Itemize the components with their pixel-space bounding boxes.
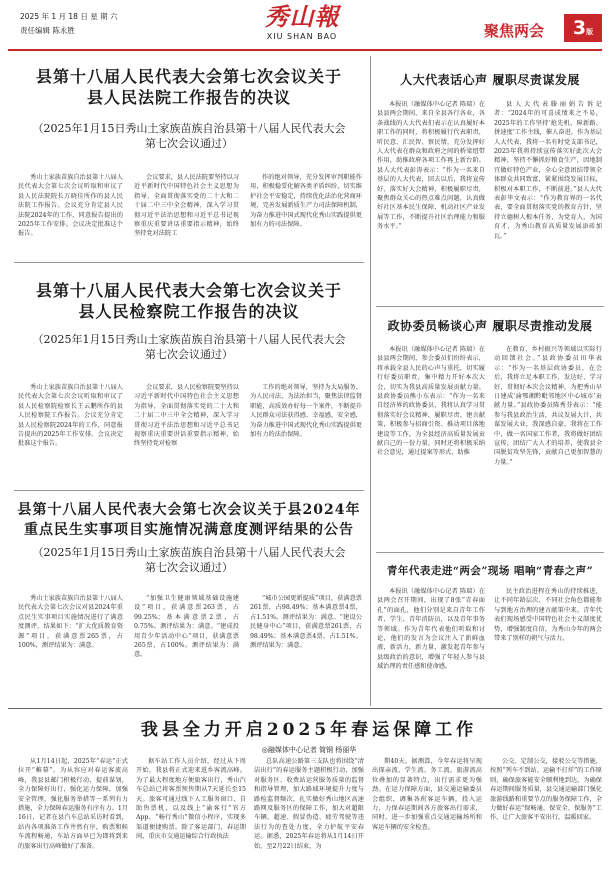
section-title: 聚焦两会 bbox=[484, 22, 545, 40]
header-rule bbox=[8, 49, 602, 51]
issue-date: 2025 年 1 月 18 日 星 期 六 bbox=[20, 12, 118, 21]
article4-col4: 期40天。据测算，今年春运将呈现出探亲流、学生流、务工流、旅游流高位叠加的显著特点，出行需求更为强劲。在运力保障方面，县交通运输委员会组织，调集各班客运车辆，投入运力，力保春运期间各方旅客出行需求，同时，进一步加强重点交通运输场所和客运车辆的安全检查。 bbox=[372, 758, 482, 831]
article2-title-line2: 县人民检察院工作报告的决议 bbox=[78, 302, 300, 321]
page-header bbox=[0, 0, 609, 52]
article4-byline: ◎融媒体中心记者 简钢 杨丽华 bbox=[261, 746, 357, 754]
article3-title-line1: 县第十八届人民代表大会第七次会议关于县2024年 bbox=[17, 502, 361, 518]
article2-subtitle-line1: （2025年1月15日秀山土家族苗族自治县第十八届人民代表大会 bbox=[32, 333, 346, 346]
article3-subtitle-line1: （2025年1月15日秀山土家族苗族自治县第十八届人民代表大会 bbox=[32, 546, 346, 559]
logo-pinyin: XIU SHAN BAO bbox=[266, 32, 338, 41]
article4-title: 我县全力开启2025年春运保障工作 bbox=[140, 720, 478, 740]
article-separator bbox=[376, 552, 604, 553]
article2-subtitle bbox=[14, 332, 364, 362]
article1-subtitle-line1: （2025年1月15日秀山土家族苗族自治县第十八届人民代表大会 bbox=[32, 122, 346, 135]
article3-subtitle bbox=[14, 545, 364, 575]
article1-subtitle-line2: 第七次会议通过） bbox=[145, 137, 233, 150]
article4-col3: 总队高速公路第三支队也将围绕“清洁出行”的春运服务主题积极行动，加强对服务区、收费站运营服务质量的监督和指导管理，加大路域环境提升力度与路检监督频次，扎实做好秀山地区高速路网及服务区的保障工作，加大对超限车辆、超速、假冒伪造、疲劳驾驶等违法行为的查处力度，全力护航平安春运。据悉，2025年春运将从1月14日开始，至2月22日结束，为 bbox=[254, 758, 364, 850]
logo-chinese: 秀山報 bbox=[264, 2, 340, 31]
article2-col1: 秀山土家族苗族自治县第十八届人民代表大会第七次会议听取和审议了县人民检察院检察长王云鹏所作的县人民检察院工作报告。会议充分肯定县人民检察院2024年的工作，同意报告提出的2025年工作安排。会议决定批准这个报告。 bbox=[18, 384, 123, 448]
page-number-badge bbox=[564, 14, 602, 42]
responsible-editor: 责任编辑 陈永胜 bbox=[20, 26, 75, 35]
right-article1-title: 人大代表话心声 履职尽责谋发展 bbox=[400, 73, 580, 87]
article1-title-line1: 县第十八届人民代表大会第七次会议关于 bbox=[35, 67, 342, 86]
article3-col2: “加强卫生健康领域基础设施建设”项目，获满意票263票，占99.25%；基本满意票2票，占0.75%。测评结果为：满意。“建成投用青少年活动中心”项目，获满意票265票，占100%。测评结果为：满意。 bbox=[134, 595, 239, 659]
article-separator bbox=[14, 262, 364, 263]
article1-title bbox=[14, 66, 364, 108]
article2-subtitle-line2: 第七次会议通过） bbox=[145, 348, 233, 361]
article4-col5: 公交、定制公交，接驳公交等措施，按照“列车不到站、运输不打烊”的工作原则，确保旅客能安全顺利地到达，为确保春运期间服务质量，县交通运输部门强化旅游线路和重要节点的服务保障工作，全力做好春运“保畅通、保安全、保服务”工作，让广大旅客平安出行，温暖回家。 bbox=[490, 758, 602, 822]
right-article1-col2: 县人大代表滕丽娟告诉记者：“2024年的可喜成绩来之不易，2025年的工作坚持‘抢先机、障新路、拼速度’工作主线，催人奋进。作为基层人大代表，我将一名有时党支部书记，2025年我将持续宣传落实好此次大会精神，坚持不懈抓好粮食生产，因地制宜做好特色产业，全心全意团结带领全体群众共同致富，紧紧围绕发展目标，积极对本职工作，不断前进。”县人大代表彭毕文表示：“作为教育界的一名代表，要全面贯彻落实党的教育方针，坚持立德树人根本任务，为党育人，为国育才，为秀山教育高质量发展添砖加瓦。” bbox=[494, 101, 602, 240]
article2-col2: 会议要求，县人民检察院要坚持以习近平新时代中国特色社会主义思想为指导，全面贯彻落实党的二十大和二十届二中三中全会精神，深入学习贯彻习近平法治思想和习近平总书记视察重庆重要讲话重要指示精神，始终坚持党对检察 bbox=[134, 384, 239, 448]
article3-title-line2: 重点民生实事项目实施情况满意度测评结果的公告 bbox=[24, 522, 354, 538]
article4-col1: 从1月14日起，2025年“春运”正式拉开“帷幕”。为从容应对春运客流高峰，我县县邮门积极行动，提前谋划，全力保障好出行，强化运力保障，加强安全管理，强化服务举措等一系列有力措施，全力保障春运服务有序有力。1月16日，记者在县汽车总站采访时看到，站内各项准备工作井然有序，购票和候车流程畅通，车站方面早已为即将到来的旅客出行高峰做好了准备。 bbox=[18, 758, 128, 850]
article3-title bbox=[14, 500, 364, 540]
right-article2-title: 政协委员畅谈心声 履职尽责推动发展 bbox=[387, 319, 593, 333]
article-separator bbox=[14, 490, 364, 491]
article2-title bbox=[14, 280, 364, 322]
article1-title-line2: 县人民法院工作报告的决议 bbox=[86, 88, 291, 107]
page-number: 3 bbox=[572, 17, 587, 39]
right-article1-col1: 本报讯（融媒体中心记者 陈瑞）在县县两会期间，来自全县各行各业，各条战线的人大代表们表示在认真履好本职工作的同时，将积极履行代表职责，听民意、汇民智、察民情，充分发挥好人大代表在群众和政府之间的桥梁纽带作用，助推政府各项工作再上新台阶。县人大代表彭涛表示：“作为一名来自基层的人大代表，回去以后，我将宣传好、落实好大会精神，积极履职尽责，聚焦群众关心的热点难点问题，认真做好社区基本民生保障、机动社区产业发展等工作，不断提升社区治理能力和服务水平。” bbox=[377, 101, 485, 231]
bottom-section-rule bbox=[8, 708, 602, 709]
article1-col1: 秀山土家族苗族自治县第十八届人民代表大会第七次会议听取和审议了县人民法院院长万晓佳所作的县人民法院工作报告。会议充分肯定县人民法院2024年的工作，同意报告提出的2025年工作安排。会议决定批准这个报告。 bbox=[18, 174, 123, 238]
article1-col3: 作的绝对领导，充分发挥审判职能作用，积极稳妥化解各类矛盾纠纷，切实维护社会平安稳定，持续优化法治化营商环境，完善发展新质生产力司法保障机制，为奋力推进中国式现代化秀山实践提供更加有力的司法保障。 bbox=[250, 174, 362, 229]
right-article2-col2: 在教育，乡村振兴等领域以实际行动回馈社会。”县政协委员田华表示：“作为一名基层政协委员，在会后，我将立足本职工作，发达好、学习好，贯彻好本次会议精神，为把秀山早日建成‘渝鄂湘黔毗邻地区中心城市’贡献力量。”县政协委员陈秀芬表示：“能参与我县政治生活，共议发展大计，共谋发展大业，我深感自豪，我将在工作中，做一名国家工作者，我将做好团结宣传，团结广大人才的培养，使我县全国脱贫攻坚先锋，贡献自己更加智慧的力量。” bbox=[494, 346, 602, 466]
article4-col2: 据车站工作人员介绍，经过从下周开始，我县将正式迎来返乡客流高峰。为了最大程度地方便旅客出行，秀山汽车总站已将客票预售期从7天延长至15天。旅客可通过线下人工服务窗口、自助售票机，以及线上“渝客行”官方App、“畅行秀山”微信小程序，实现多渠道便捷购票。除了客运部门，春运期间，重庆市交通运输综合行政执法 bbox=[136, 758, 246, 841]
article3-col3: “城市公园更新提质”项目，获满意票261票，占98.49%；基本满意票4票，占1.51%。测评结果为：满意。“建设公民健身中心”项目，获满意票261票，占98.49%；基本满意票4票，占1.51%。测评结果为：满意。 bbox=[250, 595, 362, 650]
article1-col2: 会议要求，县人民法院要坚持以习近平新时代中国特色社会主义思想为指导，全面贯彻落实党的二十大和二十届二中三中全会精神，深入学习贯彻习近平法治思想和习近平总书记视察重庆重要讲话重要指示精神，始终坚持党对法院工 bbox=[134, 174, 239, 238]
right-article3-col1: 本报讯（融媒体中心记者 陈瑞）在县两会召开期间，出现了8张“青春面孔”的面孔，他们分别是来自青年工作者、学生、青年消防员，以及青年事务等领域。作为青年代表他们听取和讨论，他们的发言为会议注入了新鲜血液，新活力，新力量，激发起青年参与县级政治的意识，增强了年轻人参与县域治理的责任感和使命感。 bbox=[377, 588, 485, 671]
column-divider bbox=[370, 56, 371, 706]
newspaper-logo bbox=[262, 2, 342, 48]
right-article3-title: 青年代表走进“两会”现场 唱响“青春之声” bbox=[386, 565, 594, 577]
article-separator bbox=[376, 306, 604, 307]
right-article3-col2: 民主政治进程在秀山的持续推进，让不同年龄层次、不同社会角色都能参与到地方治理的建言献策中来。青年代表们现场感受中国特色社会主义制度优势，增强制度自信，为秀山今年的两会带来了别样的朝气与活力。 bbox=[494, 588, 602, 643]
article2-col3: 工作的绝对领导，坚持为大局服务、为人民司法，为法治担当，聚焦法律监督职能，高质效办好每一个案件，不断提升人民群众司法获得感、幸福感、安全感，为奋力推进中国式现代化秀山实践提供更加有力的法治保障。 bbox=[250, 384, 362, 439]
article3-col1: 秀山土家族苗族自治县第十八届人民代表大会第七次会议对县2024年重点民生实事项目实施情况进行了满意度测评，结果如下：“扩大优质教育资源”项目，获满意票265票，占100%，测评结果为：满意。 bbox=[18, 595, 123, 650]
article2-title-line1: 县第十八届人民代表大会第七次会议关于 bbox=[35, 281, 342, 300]
page-suffix: 版 bbox=[586, 28, 594, 36]
article1-subtitle bbox=[14, 121, 364, 151]
article3-subtitle-line2: 第七次会议通过） bbox=[145, 561, 233, 574]
right-article2-col1: 本报讯（融媒体中心记者 陈瑞）在县县两会期间，参会委员们纷纷表示，将承载全县人民的心声与重托，切实履行好委员职责，集中精力开好本次大会，切实为我县高质量发展贡献力量。县政协委员熊小东表示：“作为一名来自经济界的政协委员，我将认真学习贯彻落实好会议精神，履职尽责、建言献策，积极参与招商引资、推动项目落地建设等工作，为全县经济高质量发展贡献自己的一份力量，同时还将积极采纳社会意见，通过提案等形式，助推 bbox=[377, 346, 485, 457]
